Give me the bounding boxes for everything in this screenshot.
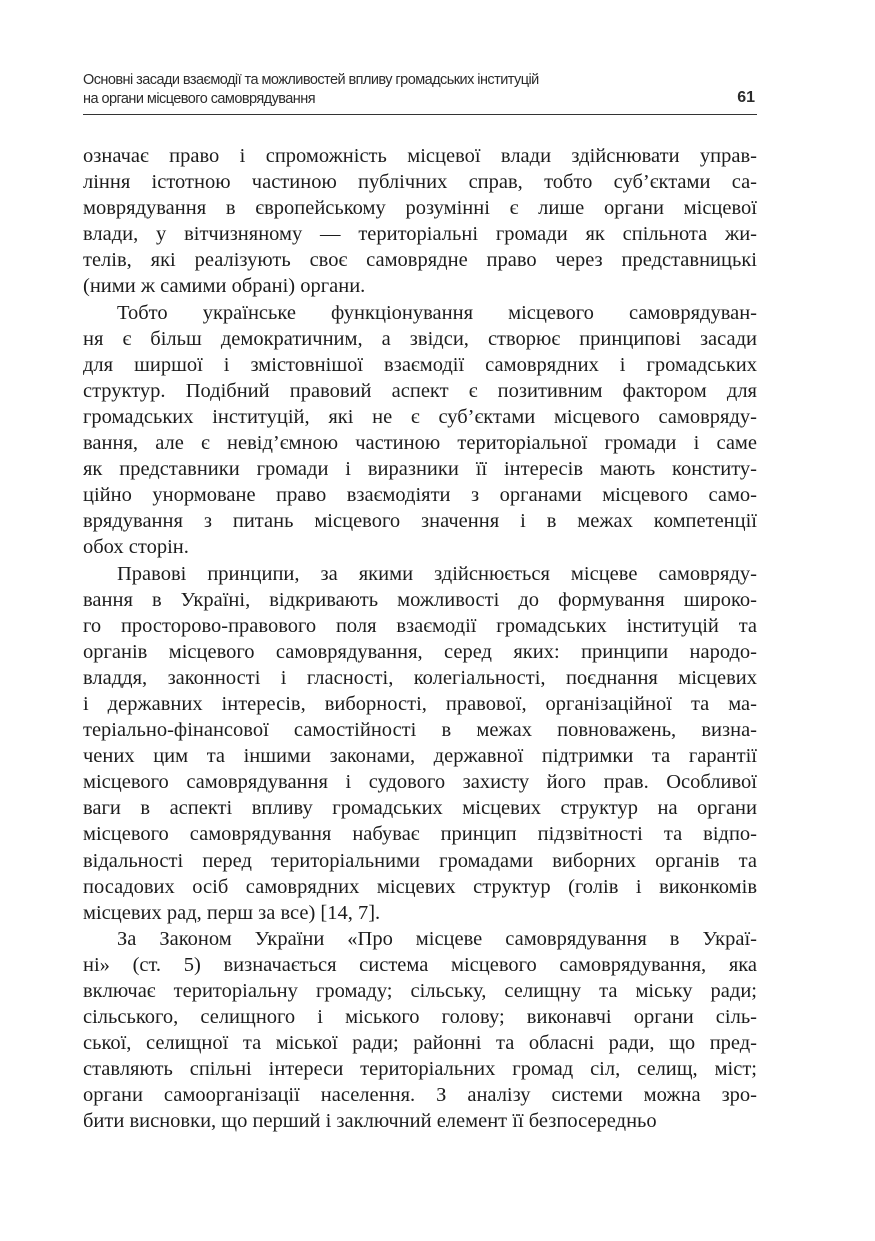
text-line: бити висновки, що перший і заключний елемент її безпосередньо xyxy=(83,1110,657,1133)
page-number: 61 xyxy=(737,89,755,106)
text-line: вання, але є невід’ємною частиною територіальної громади і саме xyxy=(83,432,757,455)
text-line: ні» (ст. 5) визначається система місцевого самоврядування, яка xyxy=(83,953,757,976)
paragraph xyxy=(83,143,757,300)
text-line: телів, які реалізують своє самоврядне право через представницькі xyxy=(83,249,757,272)
text-line: ваги в аспекті впливу громадських місцевих структур на органи xyxy=(83,797,757,820)
text-line: органів місцевого самоврядування, серед яких: принципи народо- xyxy=(83,640,757,663)
running-title-line-1: Основні засади взаємодії та можливостей впливу громадських інституцій xyxy=(83,72,539,88)
text-line: як представники громади і виразники її інтересів мають конститу- xyxy=(83,458,757,481)
text-line: місцевого самоврядування і судового захисту його прав. Особливої xyxy=(83,771,757,794)
text-line: моврядування в європейському розумінні є лише органи місцевої xyxy=(83,197,757,220)
text-line: Тобто українське функціонування місцевого самоврядуван- xyxy=(117,301,757,324)
text-line: За Законом України «Про місцеве самоврядування в Украї- xyxy=(117,927,757,950)
text-line: влади, у вітчизняному — територіальні громади як спільнота жи- xyxy=(83,223,757,246)
text-line: Правові принципи, за якими здійснюється місцеве самовряду- xyxy=(117,562,757,585)
text-line: вання в Україні, відкривають можливості до формування широко- xyxy=(83,588,757,611)
text-line: посадових осіб самоврядних місцевих структур (голів і виконкомів xyxy=(83,875,757,898)
text-line: теріально-фінансової самостійності в межах повноважень, визна- xyxy=(83,719,757,742)
text-line: врядування з питань місцевого значення і в межах компетенції xyxy=(83,510,757,533)
text-line: громадських інституцій, які не є суб’єктами місцевого самовряду- xyxy=(83,405,757,428)
paragraph xyxy=(83,561,757,926)
text-line: чених цим та іншими законами, державної підтримки та гарантії xyxy=(83,745,757,768)
page-header xyxy=(83,68,757,115)
text-line: структур. Подібний правовий аспект є позитивним фактором для xyxy=(83,379,757,402)
text-line: сільського, селищного і міського голову; виконавчі органи сіль- xyxy=(83,1006,757,1029)
running-title xyxy=(83,71,539,109)
paragraph xyxy=(83,926,757,1135)
text-line: включає територіальну громаду; сільську, селищну та міську ради; xyxy=(83,980,757,1002)
text-line: (ними ж самими обрані) органи. xyxy=(83,275,366,298)
text-line: означає право і спроможність місцевої влади здійснювати управ- xyxy=(83,145,757,167)
text-line: ської, селищної та міської ради; районні та обласні ради, що пред- xyxy=(83,1032,757,1055)
text-line: органи самоорганізації населення. З аналізу системи можна зро- xyxy=(83,1084,757,1107)
running-title-line-2: на органи місцевого самоврядування xyxy=(83,91,315,107)
text-line: го просторово-правового поля взаємодії громадських інституцій та xyxy=(83,614,757,637)
text-line: ставляють спільні інтереси територіальних громад сіл, селищ, міст; xyxy=(83,1058,757,1081)
body-text xyxy=(83,143,757,1135)
text-line: ня є більш демократичним, а звідси, створює принципові засади xyxy=(83,327,757,350)
text-line: місцевих рад, перш за все) [14, 7]. xyxy=(83,901,381,924)
text-line: місцевого самоврядування набуває принцип підзвітності та відпо- xyxy=(83,823,757,846)
text-line: обох сторін. xyxy=(83,536,189,559)
text-line: відальності перед територіальними громадами виборних органів та xyxy=(83,849,757,872)
text-line: ційно унормоване право взаємодіяти з органами місцевого само- xyxy=(83,484,757,507)
text-line: для ширшої і змістовнішої взаємодії самоврядних і громадських xyxy=(83,353,757,376)
text-line: владдя, законності і гласності, колегіальності, поєднання місцевих xyxy=(83,666,757,689)
text-line: ління істотною частиною публічних справ, тобто суб’єктами са- xyxy=(83,171,757,194)
text-line: і державних інтересів, виборності, правової, організаційної та ма- xyxy=(83,692,757,715)
paragraph xyxy=(83,300,757,561)
